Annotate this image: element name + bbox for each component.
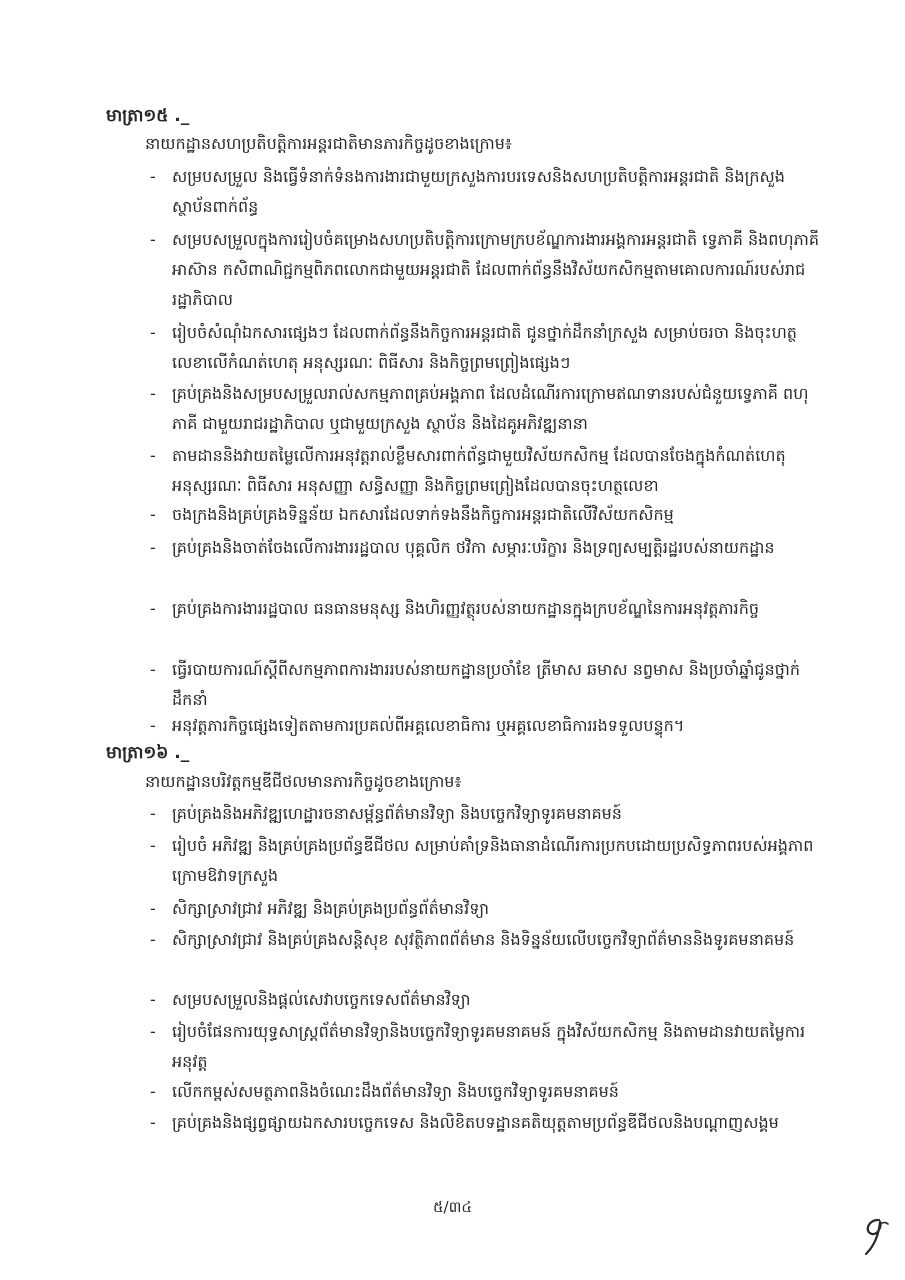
article-16-heading: មាត្រា១៦ ._ — [106, 743, 190, 763]
item-text: ចងក្រងនិងគ្រប់គ្រងទិន្នន័យ ឯកសារដែលទាក់ទងនឹងកិច្ចការអន្តរជាតិលើវិស័យកសិកម្ម — [172, 505, 674, 524]
article-16-item — [150, 1108, 822, 1138]
item-text: សម្របសម្រួលក្នុងការរៀបចំគម្រោងសហប្រតិបត្តិការក្រោមក្របខ័ណ្ឌការងារអង្គការអន្តរជាតិ ទ្វេភាគី និងពហុភាគី អាស៊ាន កសិពាណិជ្ជកម្មពិភពលោកជាមួយអន្តរជាតិ ដែលពាក់ព័ន្ធនឹងវិស័យកសិកម្មតាមគោលការណ៍របស់រាជរដ្ឋាភិបាល — [172, 230, 820, 309]
bullet-dash: - — [150, 804, 156, 823]
item-text: គ្រប់គ្រងនិងអភិវឌ្ឍហេដ្ឋារចនាសម្ព័ន្ធព័ត៌មានវិទ្យា និងបច្ចេកវិទ្យាទូរគមនាគមន៍ — [172, 804, 622, 823]
bullet-dash: - — [150, 538, 156, 557]
item-text: លើកកម្ពស់សមត្ថភាពនិងចំណេះដឹងព័ត៌មានវិទ្យា និងបច្ចេកវិទ្យាទូរគមនាគមន៍ — [172, 1082, 619, 1101]
bullet-dash: - — [150, 836, 156, 855]
bullet-dash: - — [150, 930, 156, 949]
bullet-dash: - — [150, 384, 156, 403]
item-text: រៀបចំផែនការយុទ្ធសាស្ត្រព័ត៌មានវិទ្យានិងបច្ចេកវិទ្យាទូរគមនាគមន៍ ក្នុងវិស័យកសិកម្ម និងតាមដានវាយតម្លៃការអនុវត្ត — [172, 1022, 806, 1071]
article-15-item — [150, 500, 822, 530]
item-text: គ្រប់គ្រងនិងផ្សព្វផ្សាយឯកសារបច្ចេកទេស និងលិខិតបទដ្ឋានគតិយុត្តតាមប្រព័ន្ធឌីជីថលនិងបណ្តាញសង្គម — [172, 1113, 779, 1132]
item-text: រៀបចំ អភិវឌ្ឍ និងគ្រប់គ្រងប្រព័ន្ធឌីជីថល សម្រាប់គាំទ្រនិងធានាដំណើរការប្រកបដោយប្រសិទ្ធភាពរបស់អង្គភាពក្រោមឱវាទក្រសួង — [172, 836, 814, 885]
item-text: តាមដាននិងវាយតម្លៃលើការអនុវត្តរាល់ខ្លឹមសារពាក់ព័ន្ធជាមួយវិស័យកសិកម្ម ដែលបានចែងក្នុងកំណត់ហេតុ អនុស្សរណៈ ពិធីសារ អនុសញ្ញា សន្ធិសញ្ញា និងកិច្ចព្រមព្រៀងដែលបានចុះហត្ថលេខា — [172, 446, 786, 495]
bullet-dash: - — [150, 1113, 156, 1132]
bullet-dash: - — [150, 716, 156, 735]
article-16-item — [150, 925, 822, 955]
page-number: ៥/៣៤ — [432, 1198, 473, 1216]
item-text: សិក្សាស្រាវជ្រាវ អភិវឌ្ឍ និងគ្រប់គ្រងប្រព័ន្ធព័ត៌មានវិទ្យា — [172, 899, 489, 918]
article-16-item — [150, 1077, 822, 1107]
article-15-item — [150, 441, 822, 501]
bullet-dash: - — [150, 899, 156, 918]
article-16-item — [150, 894, 822, 924]
article-16-item — [150, 831, 822, 891]
item-text: រៀបចំសំណុំឯកសារផ្សេងៗ ដែលពាក់ព័ន្ធនឹងកិច្ចការអន្តរជាតិ ជូនថ្នាក់ដឹកនាំក្រសួង សម្រាប់ចរចា និងចុះហត្ថលេខាលើកំណត់ហេតុ អនុស្សរណៈ ពិធីសារ និងកិច្ចព្រមព្រៀងផ្សេងៗ — [172, 323, 797, 372]
article-15-item — [150, 162, 822, 222]
item-text: សម្របសម្រួល និងធ្វើទំនាក់ទំនងការងារជាមួយក្រសួងការបរទេសនិងសហប្រតិបត្តិការអន្តរជាតិ និងក្រសួង ស្ថាប័នពាក់ព័ន្ធ — [172, 167, 785, 216]
item-text: គ្រប់គ្រងនិងសម្របសម្រួលរាល់សកម្មភាពគ្រប់អង្គភាព ដែលដំណើរការក្រោមឥណទានរបស់ជំនួយទ្វេភាគី ពហុភាគី ជាមួយរាជរដ្ឋាភិបាល ឬជាមួយក្រសួង ស្ថាប័ន និងដៃគូអភិវឌ្ឍនានា — [172, 384, 809, 433]
article-15-item — [150, 225, 822, 315]
article-15-item — [150, 533, 822, 563]
bullet-dash: - — [150, 323, 156, 342]
article-15-intro: នាយកដ្ឋានសហប្រតិបត្តិការអន្តរជាតិមានភារកិច្ចដូចខាងក្រោម៖ — [145, 134, 512, 153]
article-15-heading: មាត្រា១៥ ._ — [106, 106, 190, 126]
article-15-item — [150, 711, 822, 741]
bullet-dash: - — [150, 446, 156, 465]
article-16-intro: នាយកដ្ឋានបរិវត្តកម្មឌីជីថលមានភារកិច្ចដូចខាងក្រោម៖ — [145, 772, 462, 791]
article-16-item — [150, 799, 822, 829]
bullet-dash: - — [150, 230, 156, 249]
article-15-item — [150, 379, 822, 439]
handwritten-initial-signature — [858, 1214, 890, 1258]
article-15-item — [150, 594, 822, 624]
bullet-dash: - — [150, 599, 156, 618]
bullet-dash: - — [150, 1082, 156, 1101]
item-text: ធ្វើរបាយការណ៍ស្តីពីសកម្មភាពការងាររបស់នាយកដ្ឋានប្រចាំខែ ត្រីមាស ឆមាស នព្វមាស និងប្រចាំឆ្នាំជូនថ្នាក់ដឹកនាំ — [172, 660, 800, 709]
bullet-dash: - — [150, 167, 156, 186]
bullet-dash: - — [150, 660, 156, 679]
article-16-item — [150, 1017, 822, 1077]
bullet-dash: - — [150, 505, 156, 524]
item-text: គ្រប់គ្រងការងាររដ្ឋបាល ធនធានមនុស្ស និងហិរញ្ញវត្ថុរបស់នាយកដ្ឋានក្នុងក្របខ័ណ្ឌនៃការអនុវត្តភារកិច្ច — [172, 599, 760, 618]
item-text: គ្រប់គ្រងនិងចាត់ចែងលើការងាររដ្ឋបាល បុគ្គលិក ថវិកា សម្ភារៈបរិក្ខារ និងទ្រព្យសម្បត្តិរដ្ឋរបស់នាយកដ្ឋាន — [172, 538, 775, 557]
article-15-item — [150, 655, 822, 715]
article-16-item — [150, 985, 822, 1015]
item-text: សម្របសម្រួលនិងផ្តល់សេវាបច្ចេកទេសព័ត៌មានវិទ្យា — [172, 990, 471, 1009]
article-15-item — [150, 318, 822, 378]
item-text: អនុវត្តភារកិច្ចផ្សេងទៀតតាមការប្រគល់ពីអគ្គលេខាធិការ ឬអគ្គលេខាធិការរងទទួលបន្ទុក។ — [172, 716, 685, 735]
bullet-dash: - — [150, 990, 156, 1009]
bullet-dash: - — [150, 1022, 156, 1041]
item-text: សិក្សាស្រាវជ្រាវ និងគ្រប់គ្រងសន្តិសុខ សុវត្ថិភាពព័ត៌មាន និងទិន្នន័យលើបច្ចេកវិទ្យាព័ត៌មាននិងទូរគមនាគមន៍ — [172, 930, 795, 949]
